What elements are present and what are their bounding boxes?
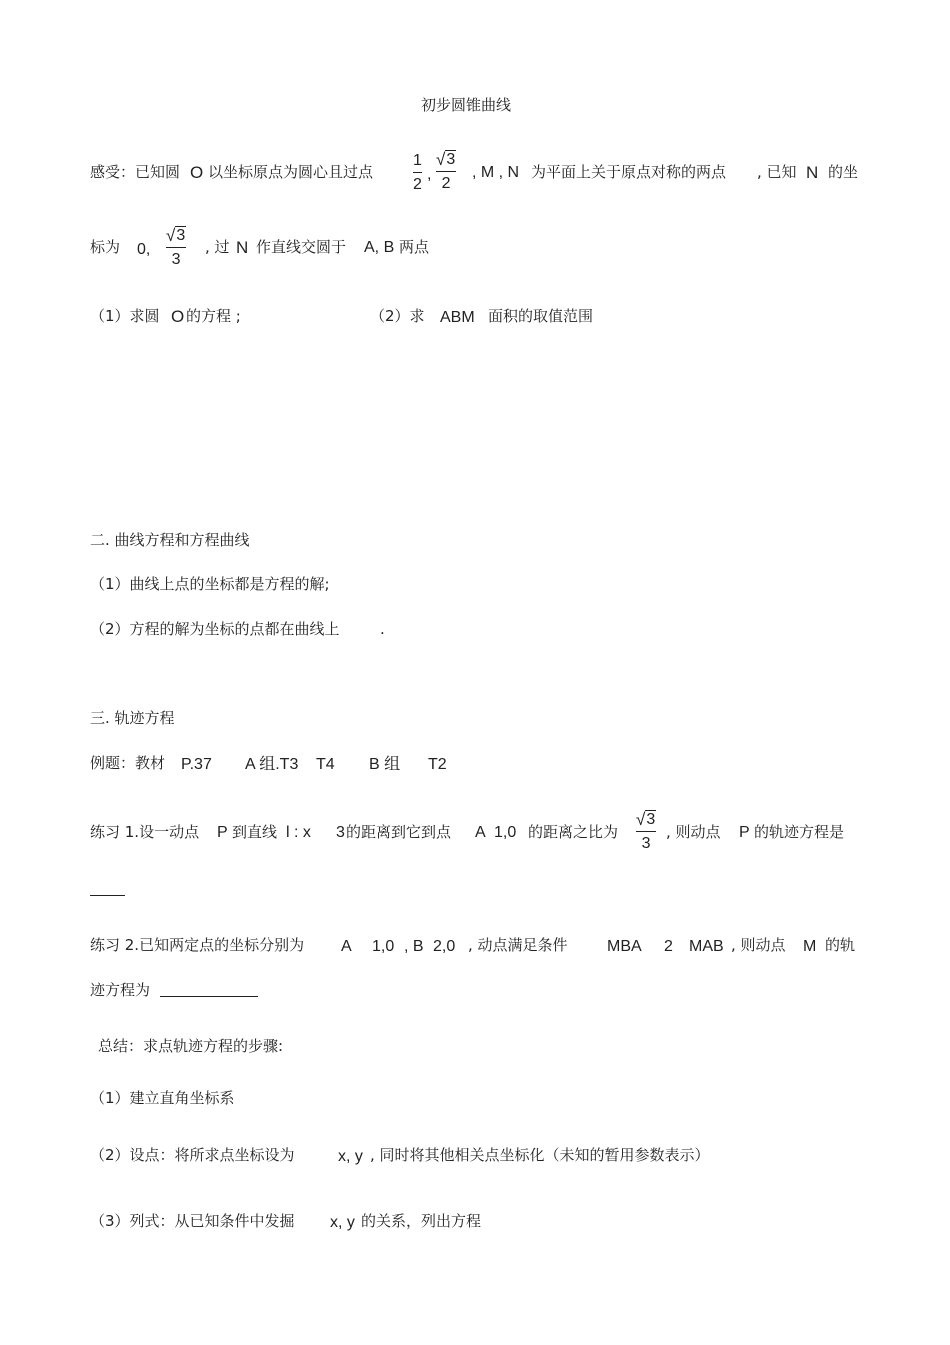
fraction-denominator: 3 bbox=[641, 835, 651, 852]
section-2-title: 二. 曲线方程和方程曲线 bbox=[90, 531, 250, 549]
page-title: 初步圆锥曲线 bbox=[421, 96, 512, 114]
example-group-b: B 组 bbox=[369, 756, 401, 773]
summary-title: 总结：求点轨迹方程的步骤: bbox=[98, 1037, 284, 1055]
sqrt-expression: √ 3 bbox=[436, 150, 456, 169]
intro-text-4: 的坐 bbox=[828, 163, 859, 181]
point-n-label: N bbox=[236, 238, 249, 257]
example-t4: T4 bbox=[316, 756, 335, 773]
practice-1-text-d: 的距离之比为 bbox=[528, 823, 619, 841]
example-label: 例题：教材 bbox=[90, 754, 166, 772]
circle-o-label: O bbox=[190, 163, 204, 182]
radicand: 3 bbox=[646, 811, 656, 828]
points-mn: , M , N bbox=[472, 164, 520, 181]
triangle-abm: ABM bbox=[440, 309, 475, 326]
points-ab: A, B bbox=[364, 239, 395, 256]
question-1-end: 的方程 ; bbox=[186, 307, 241, 325]
section-3-title: 三. 轨迹方程 bbox=[90, 709, 175, 727]
line-l-equation: l : x bbox=[286, 824, 311, 841]
practice-2-lead: 练习 2.已知两定点的坐标分别为 bbox=[90, 936, 305, 954]
practice-2-text-e: 的轨 bbox=[825, 936, 856, 954]
fraction-numerator: 1 bbox=[413, 152, 422, 169]
circle-o-label: O bbox=[171, 307, 185, 326]
coords-xy: x, y bbox=[338, 1148, 363, 1165]
point-a-label: A bbox=[475, 824, 486, 841]
intro-text-7: 作直线交圆于 bbox=[256, 238, 347, 256]
point-a-coords: 1,0 bbox=[372, 938, 395, 955]
angle-mba: MBA bbox=[607, 938, 642, 955]
fraction-denominator: 3 bbox=[171, 251, 181, 268]
point-b-label: , B bbox=[404, 938, 424, 955]
point-n-label: N bbox=[806, 163, 819, 182]
point-a-coords: 1,0 bbox=[494, 824, 517, 841]
coord-zero: 0, bbox=[137, 241, 151, 258]
radicand: 3 bbox=[446, 151, 456, 168]
example-page: P.37 bbox=[181, 756, 212, 773]
answer-blank[interactable] bbox=[90, 895, 125, 896]
intro-text-2: 为平面上关于原点对称的两点 bbox=[531, 163, 727, 181]
practice-1-text-g: 的轨迹方程是 bbox=[754, 823, 845, 841]
intro-text-8: 两点 bbox=[399, 238, 430, 256]
summary-step-3: （3）列式：从已知条件中发掘 bbox=[90, 1212, 295, 1230]
sqrt-expression: √ 3 bbox=[636, 810, 656, 829]
practice-1-text-e: , 则动点 bbox=[666, 823, 721, 841]
section-2-item-1: （1）曲线上点的坐标都是方程的解; bbox=[90, 575, 330, 593]
summary-step-2: （2）设点：将所求点坐标设为 bbox=[90, 1146, 295, 1164]
radicand: 3 bbox=[176, 227, 186, 244]
intro-lead: 感受：已知圆 bbox=[90, 163, 181, 181]
angle-mab: MAB bbox=[689, 938, 724, 955]
sqrt-expression: √ 3 bbox=[166, 226, 186, 245]
point-b-coords: 2,0 bbox=[433, 938, 456, 955]
practice-1-text-c: 的距离到它到点 bbox=[346, 823, 452, 841]
intro-text-5: 标为 bbox=[90, 238, 121, 256]
comma: , bbox=[427, 166, 432, 183]
angle-factor: 2 bbox=[664, 938, 673, 955]
section-2-item-2-dot: . bbox=[380, 620, 385, 638]
intro-text-3: , 已知 bbox=[757, 163, 797, 181]
point-a-label: A bbox=[341, 938, 352, 955]
point-p-label: P bbox=[217, 824, 228, 841]
answer-blank[interactable] bbox=[160, 996, 258, 997]
coords-xy: x, y bbox=[330, 1214, 355, 1231]
fraction-sqrt3-over-2 bbox=[436, 150, 456, 192]
fraction-denominator: 2 bbox=[441, 175, 451, 192]
practice-2-text-f: 迹方程为 bbox=[90, 981, 151, 999]
point-m-label: M bbox=[803, 938, 817, 955]
section-2-item-2: （2）方程的解为坐标的点都在曲线上 bbox=[90, 620, 340, 638]
example-t2: T2 bbox=[428, 756, 447, 773]
fraction-one-half bbox=[413, 153, 422, 193]
fraction-sqrt3-over-3 bbox=[636, 810, 656, 852]
practice-2-text-c: , 动点满足条件 bbox=[468, 936, 568, 954]
point-p-label: P bbox=[739, 824, 750, 841]
summary-step-2-rest: , 同时将其他相关点坐标化（未知的暂用参数表示） bbox=[370, 1146, 710, 1164]
fraction-denominator: 2 bbox=[413, 176, 422, 193]
practice-2-text-d: , 则动点 bbox=[731, 936, 786, 954]
question-1: （1）求圆 bbox=[90, 307, 160, 325]
practice-1-lead: 练习 1.设一动点 bbox=[90, 823, 200, 841]
practice-1-text-b: 到直线 bbox=[232, 823, 278, 841]
example-group-a: A 组.T3 bbox=[245, 756, 299, 773]
summary-step-3-rest: 的关系，列出方程 bbox=[361, 1212, 482, 1230]
intro-text-1: 以坐标原点为圆心且过点 bbox=[208, 163, 374, 181]
fraction-sqrt3-over-3 bbox=[166, 226, 186, 268]
summary-step-1: （1）建立直角坐标系 bbox=[90, 1089, 235, 1107]
question-2: （2）求 bbox=[370, 307, 425, 325]
line-l-value: 3 bbox=[336, 824, 345, 841]
question-2-end: 面积的取值范围 bbox=[488, 307, 594, 325]
intro-text-6: , 过 bbox=[205, 238, 230, 256]
